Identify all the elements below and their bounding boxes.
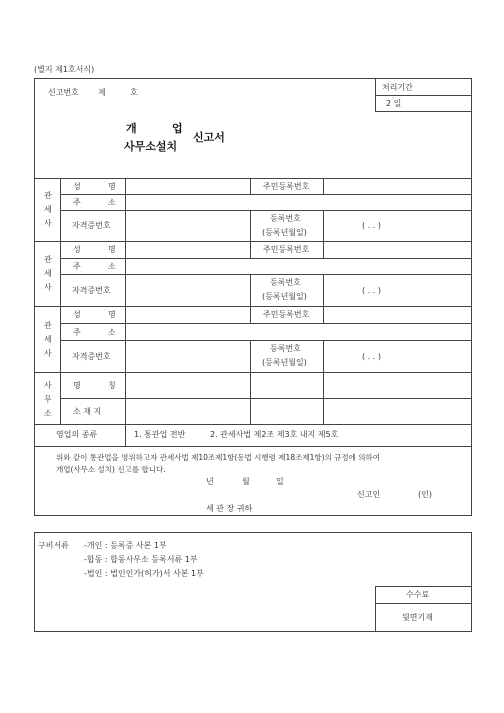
date-year: 년 <box>206 477 214 486</box>
documents-label: 구비서류 <box>38 541 69 550</box>
b1-mid-divider-1 <box>250 178 251 194</box>
fee-value: 뒷면기재 <box>402 613 433 622</box>
form-frame <box>34 78 472 516</box>
b3-row-line-2 <box>60 340 472 341</box>
office-location-label: 소 재 지 <box>73 407 102 416</box>
b2-mid-divider-1b <box>323 241 324 258</box>
statement-top-line <box>34 446 472 447</box>
report-number-je: 제 <box>98 88 106 97</box>
b1-addr-a: 주 <box>73 198 81 207</box>
b1-reg-date: (등록년월일) <box>262 228 307 237</box>
date-day: 일 <box>276 477 284 486</box>
b1-name-b: 명 <box>108 182 116 191</box>
b1-date-blank: ( . . ) <box>362 221 381 230</box>
office-row-line <box>60 398 472 399</box>
processing-period-value: 2 일 <box>386 99 402 108</box>
b3-mid-divider-1 <box>250 306 251 323</box>
b3-addr-a: 주 <box>73 328 81 337</box>
b1-section-c3: 사 <box>44 219 52 228</box>
b3-section-c3: 사 <box>44 349 52 358</box>
title-word-gae: 개 <box>126 122 137 135</box>
b2-mid-divider-2 <box>250 274 251 306</box>
b3-reg-date: (등록년월일) <box>262 358 307 367</box>
b2-date-blank: ( . . ) <box>362 286 381 295</box>
business-type-label: 영업의 종류 <box>56 430 98 439</box>
fee-label: 수수료 <box>406 590 430 599</box>
b2-addr-b: 소 <box>108 262 116 271</box>
documents-item-3: -법인 : 법인인가(허가)서 사본 1부 <box>84 569 204 578</box>
b3-name-a: 성 <box>73 310 81 319</box>
fee-mid-line <box>375 603 472 604</box>
b1-mid-divider-2 <box>250 210 251 241</box>
b2-name-a: 성 <box>73 245 81 254</box>
office-top-line <box>34 372 472 373</box>
office-name-a: 명 <box>73 381 81 390</box>
title-word-eop: 업 <box>172 122 183 135</box>
b2-addr-a: 주 <box>73 262 81 271</box>
documents-item-1: -개인 : 등록증 사본 1부 <box>84 541 167 550</box>
b1-resident-label: 주민등록번호 <box>263 182 310 191</box>
b3-reg-no: 등록번호 <box>270 344 301 353</box>
statement-line-1: 위와 같이 통관업을 영위하고자 관세사법 제10조제1항(동법 시행령 제18조제1항)의 규정에 의하여 <box>56 453 381 462</box>
documents-item-2: -합동 : 합동사무소 등록서류 1부 <box>84 555 198 564</box>
b3-addr-b: 소 <box>108 328 116 337</box>
block3-top-line <box>34 306 472 307</box>
b1-reg-no: 등록번호 <box>270 214 301 223</box>
b3-mid-divider-3 <box>323 340 324 372</box>
b3-resident-label: 주민등록번호 <box>263 310 310 319</box>
b3-license-label: 자격증번호 <box>72 352 111 361</box>
b2-mid-divider-3 <box>323 274 324 306</box>
b2-mid-divider-1 <box>250 241 251 258</box>
b2-row-line-2 <box>60 274 472 275</box>
b3-section-c1: 관 <box>44 321 52 330</box>
b3-name-b: 명 <box>108 310 116 319</box>
report-number-ho: 호 <box>130 88 138 97</box>
office-section-c1: 사 <box>44 381 52 390</box>
business-option-1: 1. 통관업 전반 <box>134 430 186 439</box>
office-section-c2: 무 <box>44 395 52 404</box>
block2-top-line <box>34 241 472 242</box>
b2-section-c3: 사 <box>44 283 52 292</box>
b2-license-label: 자격증번호 <box>72 286 111 295</box>
b1-mid-divider-1b <box>323 178 324 194</box>
title-office-setup: 사무소설치 <box>124 140 178 153</box>
office-name-b: 칭 <box>108 381 116 390</box>
b1-row-line-2 <box>60 210 472 211</box>
office-divider-2 <box>323 372 324 424</box>
office-divider-1 <box>250 372 251 424</box>
b1-addr-b: 소 <box>108 198 116 207</box>
b2-row-line-1 <box>60 258 472 259</box>
addressee-text: 세 관 장 귀하 <box>206 504 253 513</box>
business-option-2: 2. 관세사법 제2조 제3호 내지 제5호 <box>210 430 339 439</box>
processing-mid-line <box>375 95 472 96</box>
b3-mid-divider-1b <box>323 306 324 323</box>
b2-section-c2: 세 <box>44 269 52 278</box>
b3-mid-divider-2 <box>250 340 251 372</box>
b2-reg-no: 등록번호 <box>270 278 301 287</box>
b3-date-blank: ( . . ) <box>362 352 381 361</box>
field-label-divider <box>125 178 126 446</box>
date-month: 월 <box>242 477 250 486</box>
b3-row-line-1 <box>60 323 472 324</box>
b2-section-c1: 관 <box>44 255 52 264</box>
section-label-divider <box>60 178 61 424</box>
b2-resident-label: 주민등록번호 <box>263 245 310 254</box>
b2-reg-date: (등록년월일) <box>262 292 307 301</box>
b1-section-c2: 세 <box>44 205 52 214</box>
reporter-label: 신고인 <box>357 490 381 499</box>
report-number-label: 신고번호 <box>48 88 79 97</box>
b1-section-c1: 관 <box>44 191 52 200</box>
office-section-c3: 소 <box>44 409 52 418</box>
b2-name-b: 명 <box>108 245 116 254</box>
statement-line-2: 개업(사무소 설치) 신고를 합니다. <box>56 465 166 474</box>
form-number-tag: (별지 제1호서식) <box>34 65 95 74</box>
b3-section-c2: 세 <box>44 335 52 344</box>
b1-mid-divider-3 <box>323 210 324 241</box>
title-suffix: 신고서 <box>193 131 225 144</box>
reporter-seal: (인) <box>418 490 432 499</box>
block1-top-line <box>34 178 472 179</box>
b1-name-a: 성 <box>73 182 81 191</box>
processing-period-label: 처리기간 <box>382 83 413 92</box>
processing-bottom-line <box>375 111 472 112</box>
b1-license-label: 자격증번호 <box>72 221 111 230</box>
business-top-line <box>34 424 472 425</box>
b1-row-line-1 <box>60 194 472 195</box>
